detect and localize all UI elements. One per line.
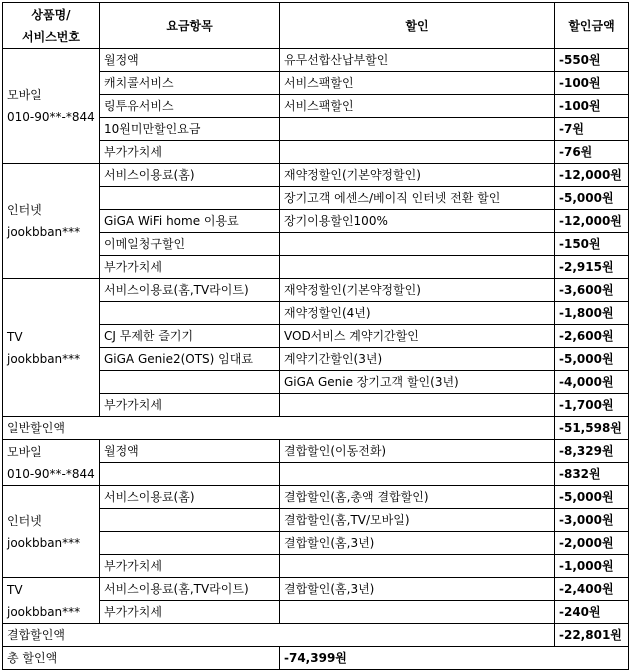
table-body <box>3 49 629 670</box>
amount-cell: -2,000원 <box>555 532 629 555</box>
total-discount-label: 총 할인액 <box>3 647 280 670</box>
charge-item-cell <box>100 187 280 210</box>
amount-cell: -76원 <box>555 141 629 164</box>
charge-item-cell: 10원미만할인요금 <box>100 118 280 141</box>
discount-cell <box>280 118 555 141</box>
amount-cell: -100원 <box>555 95 629 118</box>
amount-cell: -3,600원 <box>555 279 629 302</box>
discount-cell: 장기이용할인100% <box>280 210 555 233</box>
charge-item-cell: 서비스이용료(홈,TV라이트) <box>100 279 280 302</box>
product-name: TV <box>7 329 23 344</box>
charge-item-cell: 월정액 <box>100 49 280 72</box>
amount-cell: -100원 <box>555 72 629 95</box>
amount-cell: -550원 <box>555 49 629 72</box>
product-cell <box>3 578 100 624</box>
discount-cell <box>280 256 555 279</box>
charge-item-cell <box>100 302 280 325</box>
amount-cell: -7원 <box>555 118 629 141</box>
product-name: 모바일 <box>7 444 42 459</box>
bundle-discount-subtotal-row <box>3 624 629 647</box>
table-row <box>3 578 629 601</box>
charge-item-cell: 서비스이용료(홈) <box>100 164 280 187</box>
header-product <box>3 3 100 49</box>
service-number: jookbban*** <box>7 225 81 239</box>
table-row <box>3 164 629 187</box>
charge-item-cell <box>100 371 280 394</box>
amount-cell: -8,329원 <box>555 440 629 463</box>
total-discount-amount: -74,399원 <box>280 647 629 670</box>
general-discount-subtotal-label: 일반할인액 <box>3 417 555 440</box>
table-row <box>3 49 629 72</box>
discount-cell: 결합할인(홈,3년) <box>280 532 555 555</box>
product-name: 인터넷 <box>7 513 42 528</box>
discount-cell: 재약정할인(4년) <box>280 302 555 325</box>
discount-cell: 재약정할인(기본약정할인) <box>280 164 555 187</box>
amount-cell: -832원 <box>555 463 629 486</box>
discount-cell: 결합할인(홈,3년) <box>280 578 555 601</box>
product-cell <box>3 440 100 486</box>
discount-cell: 결합할인(홈,총액 결합할인) <box>280 486 555 509</box>
charge-item-cell: 서비스이용료(홈) <box>100 486 280 509</box>
general-discount-subtotal-amount: -51,598원 <box>555 417 629 440</box>
bundle-discount-subtotal-label: 결합할인액 <box>3 624 555 647</box>
service-number: jookbban*** <box>7 604 81 619</box>
charge-item-cell: 부가가치세 <box>100 394 280 417</box>
charge-item-cell: 링투유서비스 <box>100 95 280 118</box>
product-cell <box>3 49 100 164</box>
total-discount-row <box>3 647 629 670</box>
amount-cell: -4,000원 <box>555 371 629 394</box>
discount-cell <box>280 394 555 417</box>
product-name: 인터넷 <box>7 203 42 217</box>
product-cell <box>3 486 100 578</box>
charge-item-cell: GiGA Genie2(OTS) 임대료 <box>100 348 280 371</box>
discount-cell: 장기고객 에센스/베이직 인터넷 전환 할인 <box>280 187 555 210</box>
amount-cell: -5,000원 <box>555 348 629 371</box>
charge-item-cell <box>100 532 280 555</box>
charge-item-cell: 부가가치세 <box>100 256 280 279</box>
header-product-line1: 상품명/ <box>31 7 71 22</box>
discount-cell <box>280 233 555 256</box>
discount-cell: 결합할인(홈,TV/모바일) <box>280 509 555 532</box>
table-row <box>3 440 629 463</box>
table-row <box>3 279 629 302</box>
charge-item-cell <box>100 509 280 532</box>
amount-cell: -150원 <box>555 233 629 256</box>
amount-cell: -12,000원 <box>555 210 629 233</box>
amount-cell: -1,000원 <box>555 555 629 578</box>
discount-cell: 유무선합산납부할인 <box>280 49 555 72</box>
discount-cell: 계약기간할인(3년) <box>280 348 555 371</box>
discount-cell <box>280 463 555 486</box>
service-number: jookbban*** <box>7 535 81 550</box>
amount-cell: -1,800원 <box>555 302 629 325</box>
general-discount-subtotal-row <box>3 417 629 440</box>
discount-cell <box>280 601 555 624</box>
amount-cell: -12,000원 <box>555 164 629 187</box>
discount-cell: 서비스팩할인 <box>280 72 555 95</box>
service-number: 010-90**-*844 <box>7 110 95 124</box>
amount-cell: -2,400원 <box>555 578 629 601</box>
discount-cell: VOD서비스 계약기간할인 <box>280 325 555 348</box>
header-discount-amount: 할인금액 <box>555 3 629 49</box>
service-number: 010-90**-*844 <box>7 466 95 481</box>
header-discount: 할인 <box>280 3 555 49</box>
amount-cell: -2,600원 <box>555 325 629 348</box>
discount-cell: GiGA Genie 장기고객 할인(3년) <box>280 371 555 394</box>
amount-cell: -1,700원 <box>555 394 629 417</box>
service-number: jookbban*** <box>7 351 81 366</box>
charge-item-cell: 캐치콜서비스 <box>100 72 280 95</box>
header-product-line2: 서비스번호 <box>22 29 80 44</box>
charge-item-cell: 부가가치세 <box>100 141 280 164</box>
product-cell <box>3 279 100 417</box>
table-row <box>3 486 629 509</box>
charge-item-cell: CJ 무제한 즐기기 <box>100 325 280 348</box>
charge-item-cell: GiGA WiFi home 이용료 <box>100 210 280 233</box>
header-charge-item: 요금항목 <box>100 3 280 49</box>
discount-cell <box>280 555 555 578</box>
header-row <box>3 3 629 49</box>
amount-cell: -3,000원 <box>555 509 629 532</box>
discount-cell: 서비스팩할인 <box>280 95 555 118</box>
charge-item-cell <box>100 463 280 486</box>
charge-item-cell: 이메일청구할인 <box>100 233 280 256</box>
amount-cell: -5,000원 <box>555 187 629 210</box>
amount-cell: -2,915원 <box>555 256 629 279</box>
bundle-discount-subtotal-amount: -22,801원 <box>555 624 629 647</box>
product-name: 모바일 <box>7 88 42 102</box>
charge-item-cell: 부가가치세 <box>100 601 280 624</box>
discount-cell: 결합할인(이동전화) <box>280 440 555 463</box>
discount-cell: 재약정할인(기본약정할인) <box>280 279 555 302</box>
amount-cell: -240원 <box>555 601 629 624</box>
amount-cell: -5,000원 <box>555 486 629 509</box>
product-cell <box>3 164 100 279</box>
charge-item-cell: 서비스이용료(홈,TV라이트) <box>100 578 280 601</box>
charge-item-cell: 월정액 <box>100 440 280 463</box>
charge-item-cell: 부가가치세 <box>100 555 280 578</box>
product-name: TV <box>7 582 23 597</box>
discount-cell <box>280 141 555 164</box>
discount-details-table <box>2 2 629 670</box>
